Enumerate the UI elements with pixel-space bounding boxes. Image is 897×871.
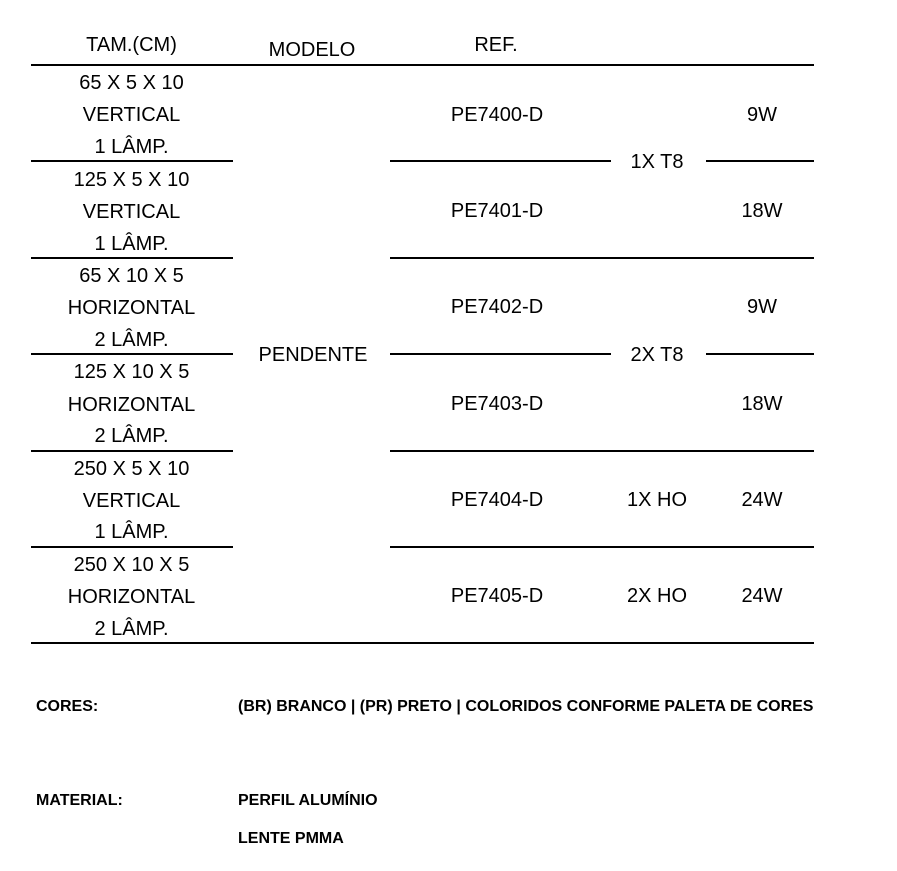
row1-power-rule [706, 160, 814, 162]
row6-lamp-type: 2X HO [626, 585, 688, 607]
row6-size: 250 X 10 X 5 [73, 554, 190, 576]
row5-lamp-type: 1X HO [626, 489, 688, 511]
row1-lamps: 1 LÂMP. [94, 136, 169, 158]
row5-size: 250 X 5 X 10 [73, 458, 190, 480]
row4-size: 125 X 10 X 5 [73, 361, 190, 383]
row4-lamps: 2 LÂMP. [94, 425, 169, 447]
row2-size: 125 X 5 X 10 [73, 169, 190, 191]
header-rule [31, 64, 814, 66]
row5-orientation: VERTICAL [82, 490, 181, 512]
row2-lamps: 1 LÂMP. [94, 233, 169, 255]
row3-size-rule [31, 353, 233, 355]
row1-ref: PE7400-D [450, 104, 544, 126]
material-line1: PERFIL ALUMÍNIO [238, 792, 378, 809]
row4-orientation: HORIZONTAL [67, 394, 196, 416]
lamp-type-group2: 2X T8 [630, 344, 684, 366]
row4-power: 18W [741, 393, 783, 415]
row3-orientation: HORIZONTAL [67, 297, 196, 319]
row1-size-rule [31, 160, 233, 162]
row6-ref: PE7405-D [450, 585, 544, 607]
row3-size: 65 X 10 X 5 [79, 265, 184, 287]
row2-ref-rule [390, 257, 814, 259]
colors-value: (BR) BRANCO | (PR) PRETO | COLORIDOS CONFORME PALETA DE CORES [238, 698, 814, 715]
header-ref: REF. [474, 34, 518, 56]
row2-power: 18W [741, 200, 783, 222]
row4-ref: PE7403-D [450, 393, 544, 415]
row6-lamps: 2 LÂMP. [94, 618, 169, 640]
table-bottom-rule [31, 642, 814, 644]
row6-power: 24W [741, 585, 783, 607]
header-model: MODELO [268, 39, 356, 61]
row5-lamps: 1 LÂMP. [94, 521, 169, 543]
row1-ref-rule [390, 160, 611, 162]
row3-power-rule [706, 353, 814, 355]
row5-power: 24W [741, 489, 783, 511]
row3-lamps: 2 LÂMP. [94, 329, 169, 351]
lamp-type-group1: 1X T8 [630, 151, 684, 173]
row1-size: 65 X 5 X 10 [79, 72, 184, 94]
row3-power: 9W [747, 296, 777, 318]
material-label: MATERIAL: [36, 792, 123, 809]
row2-size-rule [31, 257, 233, 259]
header-size: TAM.(CM) [86, 34, 177, 56]
row3-ref: PE7402-D [450, 296, 544, 318]
row5-ref: PE7404-D [450, 489, 544, 511]
row4-size-rule [31, 450, 233, 452]
row5-size-rule [31, 546, 233, 548]
row3-ref-rule [390, 353, 611, 355]
colors-label: CORES: [36, 698, 99, 715]
material-line2: LENTE PMMA [238, 830, 344, 847]
row4-ref-rule [390, 450, 814, 452]
model-value: PENDENTE [258, 344, 368, 366]
row5-ref-rule [390, 546, 814, 548]
row2-ref: PE7401-D [450, 200, 544, 222]
row1-power: 9W [747, 104, 777, 126]
row6-orientation: HORIZONTAL [67, 586, 196, 608]
row1-orientation: VERTICAL [82, 104, 181, 126]
row2-orientation: VERTICAL [82, 201, 181, 223]
